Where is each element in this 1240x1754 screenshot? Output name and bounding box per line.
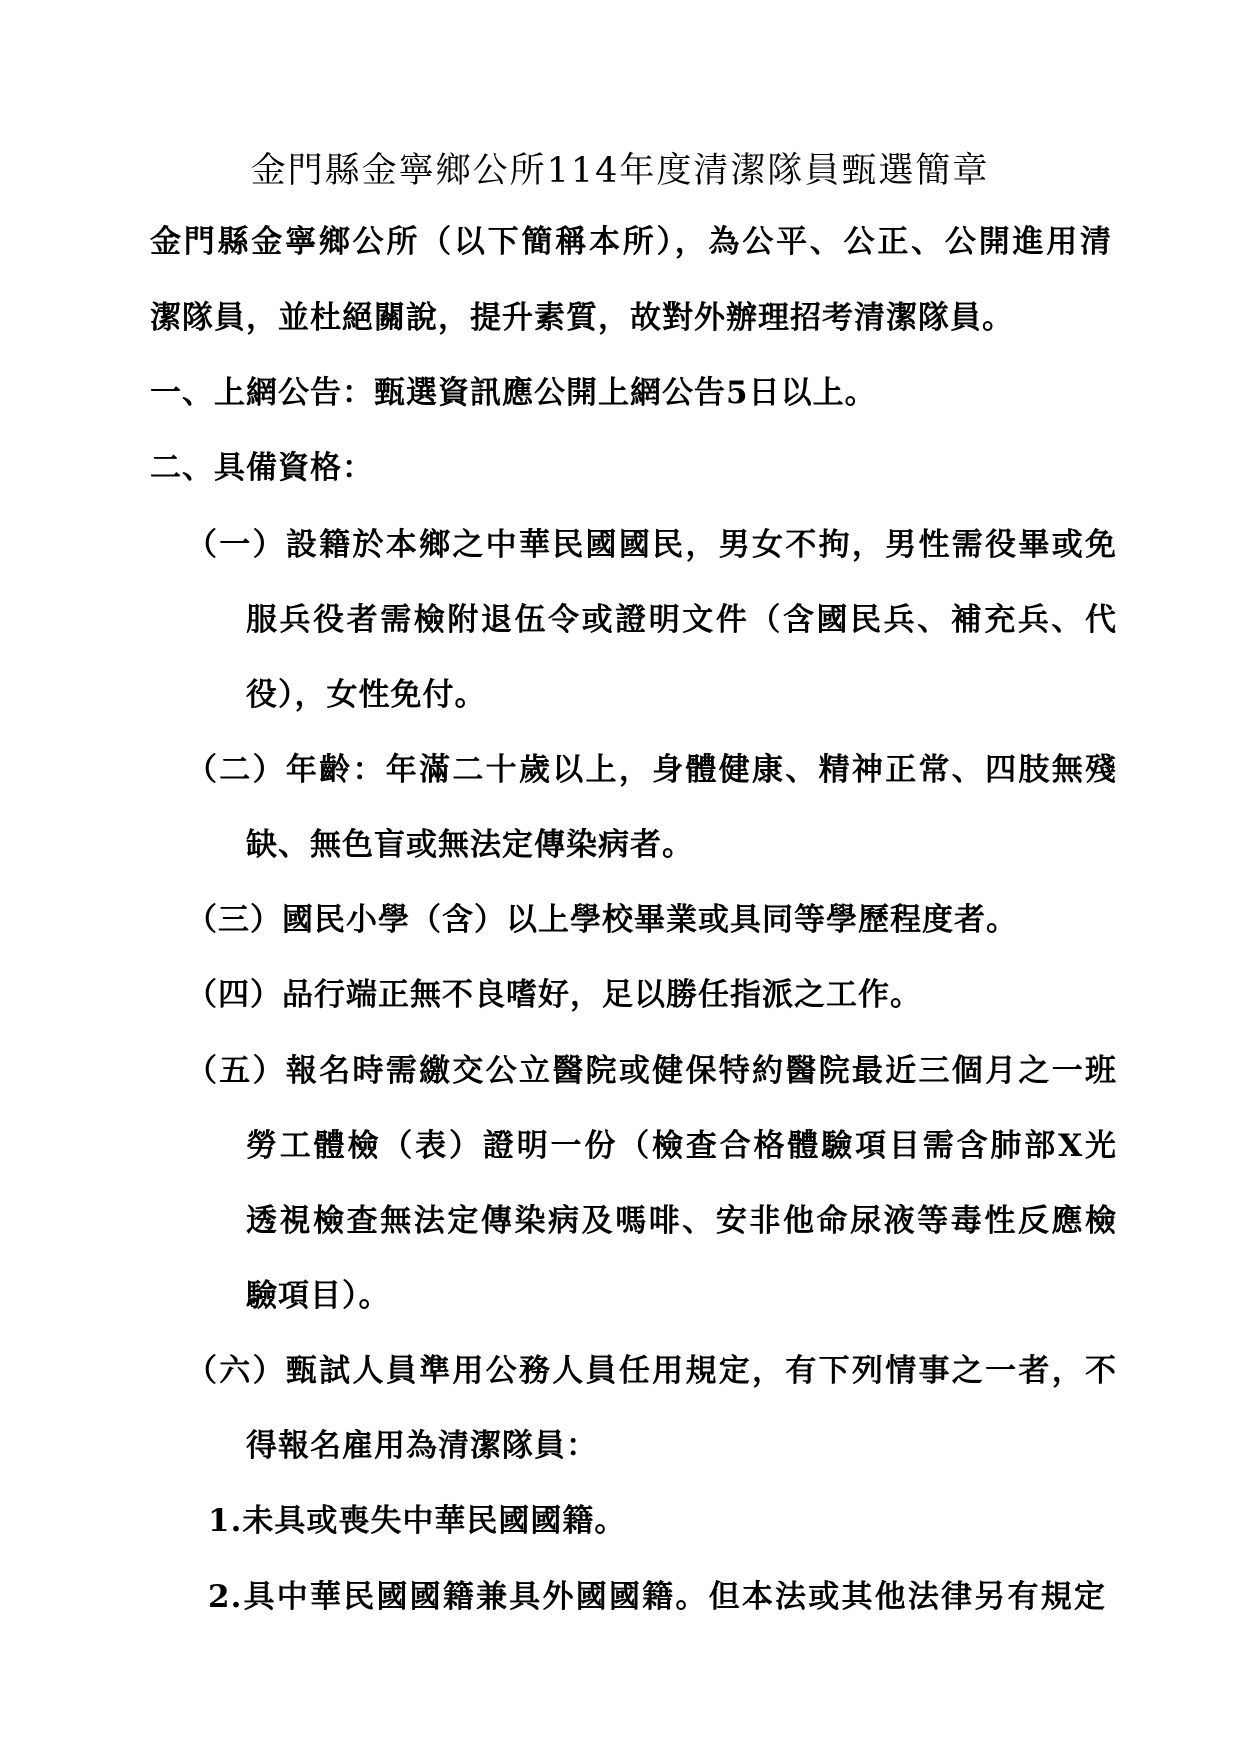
item-5-line-4: 驗項目）。 [246, 1278, 391, 1314]
item-1-line-3: 役），女性免付。 [246, 677, 487, 713]
item-6-sub-2: 2.具中華民國國籍兼具外國國籍。但本法或其他法律另有規定 [208, 1579, 1106, 1615]
item-5-line-3: 透視檢查無法定傳染病及嗎啡、安非他命尿液等毒性反應檢 [246, 1203, 1117, 1239]
item-5-line-2: 勞工體檢（表）證明一份（檢查合格體驗項目需含肺部X光 [246, 1128, 1117, 1164]
section-1-announcement: 一、上網公告：甄選資訊應公開上網公告5日以上。 [150, 375, 877, 411]
item-3: （三）國民小學（含）以上學校畢業或具同等學歷程度者。 [186, 902, 1018, 938]
item-5-line-1: （五）報名時需繳交公立醫院或健保特約醫院最近三個月之一班 [186, 1053, 1117, 1089]
item-6-sub-1: 1.未具或喪失中華民國國籍。 [208, 1503, 627, 1539]
item-1-line-2: 服兵役者需檢附退伍令或證明文件（含國民兵、補充兵、代 [246, 602, 1117, 638]
intro-line-2: 潔隊員，並杜絕關說，提升素質，故對外辦理招考清潔隊員。 [150, 300, 1014, 336]
item-2-line-1: （二）年齡：年滿二十歲以上，身體健康、精神正常、四肢無殘 [186, 752, 1117, 788]
item-1-line-1: （一）設籍於本鄉之中華民國國民，男女不拘，男性需役畢或免 [186, 527, 1117, 563]
document-title: 金門縣金寧鄉公所114年度清潔隊員甄選簡章 [250, 151, 990, 191]
item-2-line-2: 缺、無色盲或無法定傳染病者。 [246, 827, 694, 863]
item-6-line-2: 得報名雇用為清潔隊員： [246, 1428, 598, 1464]
section-2-heading: 二、具備資格： [150, 450, 374, 486]
item-4: （四）品行端正無不良嗜好，足以勝任指派之工作。 [186, 977, 922, 1013]
intro-line-1: 金門縣金寧鄉公所（以下簡稱本所），為公平、公正、公開進用清 [150, 224, 1112, 260]
item-6-line-1: （六）甄試人員準用公務人員任用規定，有下列情事之一者，不 [186, 1353, 1117, 1389]
